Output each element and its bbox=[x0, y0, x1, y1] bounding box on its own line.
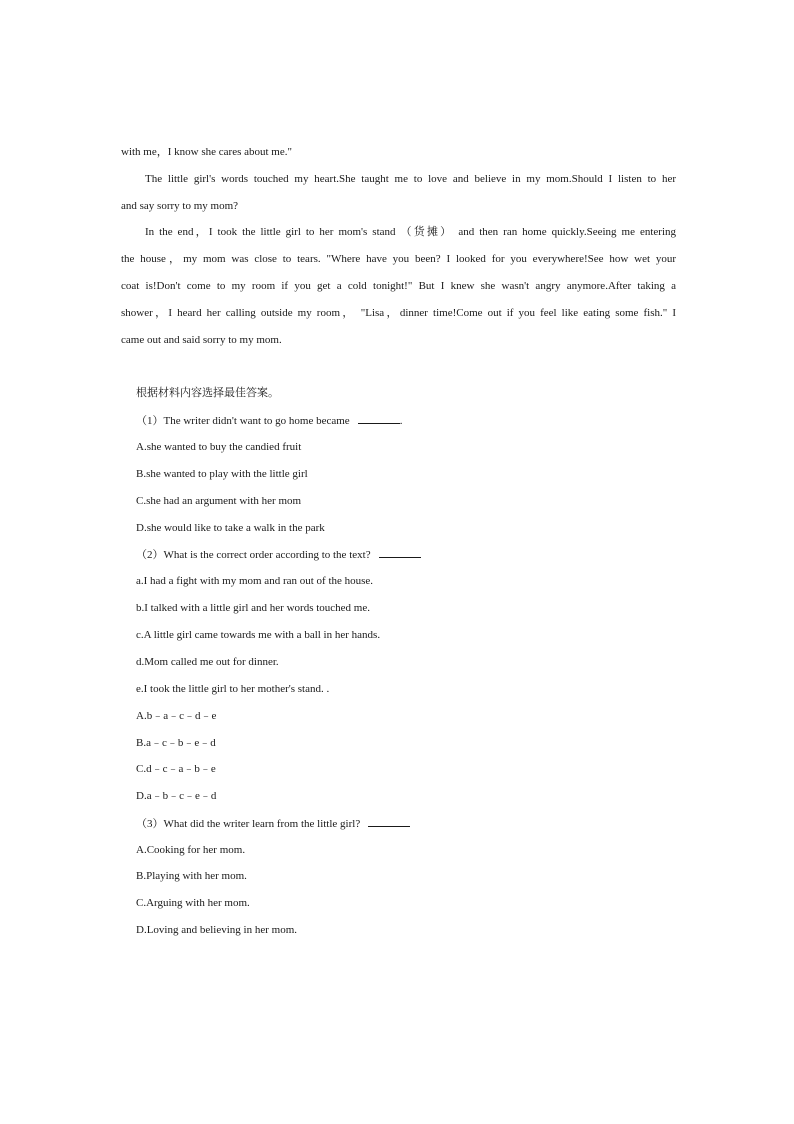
event-b: b.I talked with a little girl and her words touched me. bbox=[136, 602, 370, 614]
passage-line: In the end，I took the little girl to her mom's stand （货摊） and then ran home quickly.Seeing me entering bbox=[145, 226, 676, 238]
question-2-stem: （2）What is the correct order according to the text? bbox=[136, 549, 371, 561]
question-3 bbox=[136, 816, 410, 831]
instruction-text: 根据材料内容选择最佳答案。 bbox=[136, 387, 279, 399]
answer-blank[interactable] bbox=[368, 816, 410, 827]
event-a: a.I had a fight with my mom and ran out of the house. bbox=[136, 575, 374, 587]
passage-line: shower，I heard her calling outside my room， "Lisa，dinner time!Come out if you feel like eating some fish." I bbox=[121, 307, 676, 319]
passage-line: and say sorry to my mom? bbox=[121, 200, 239, 212]
question-1-stem: （1）The writer didn't want to go home became bbox=[136, 415, 350, 427]
option-b: B.Playing with her mom. bbox=[136, 870, 247, 882]
option-a: A.Cooking for her mom. bbox=[136, 844, 246, 856]
answer-blank[interactable] bbox=[379, 547, 421, 558]
option-d: D.a﹣b﹣c﹣e﹣d bbox=[136, 790, 217, 802]
option-b: B.a﹣c﹣b﹣e﹣d bbox=[136, 737, 216, 749]
question-1: （1）The writer didn't want to go home became . bbox=[136, 415, 403, 427]
event-e: e.I took the little girl to her mother's stand. . bbox=[136, 683, 330, 695]
option-d: D.she would like to take a walk in the park bbox=[136, 522, 325, 534]
passage-line: coat is!Don't come to my room if you get a cold tonight!" But I knew she wasn't angry anymore.After taking a bbox=[121, 280, 676, 292]
option-c: C.d﹣c﹣a﹣b﹣e bbox=[136, 763, 216, 775]
passage-line: The little girl's words touched my heart.She taught me to love and believe in my mom.Should I listen to her bbox=[145, 173, 676, 185]
option-b: B.she wanted to play with the little girl bbox=[136, 468, 308, 480]
option-a: A.she wanted to buy the candied fruit bbox=[136, 441, 302, 453]
passage-line: came out and said sorry to my mom. bbox=[121, 334, 282, 346]
option-c: C.Arguing with her mom. bbox=[136, 897, 250, 909]
event-d: d.Mom called me out for dinner. bbox=[136, 656, 279, 668]
answer-blank[interactable] bbox=[358, 413, 400, 424]
passage-line: the house，my mom was close to tears. "Where have you been? I looked for you everywhere!See how wet your bbox=[121, 253, 676, 265]
question-2 bbox=[136, 547, 421, 562]
option-a: A.b﹣a﹣c﹣d﹣e bbox=[136, 710, 217, 722]
passage-line: with me，I know she cares about me." bbox=[121, 146, 292, 158]
question-3-stem: （3）What did the writer learn from the little girl? bbox=[136, 818, 361, 830]
event-c: c.A little girl came towards me with a ball in her hands. bbox=[136, 629, 381, 641]
option-c: C.she had an argument with her mom bbox=[136, 495, 302, 507]
option-d: D.Loving and believing in her mom. bbox=[136, 924, 297, 936]
